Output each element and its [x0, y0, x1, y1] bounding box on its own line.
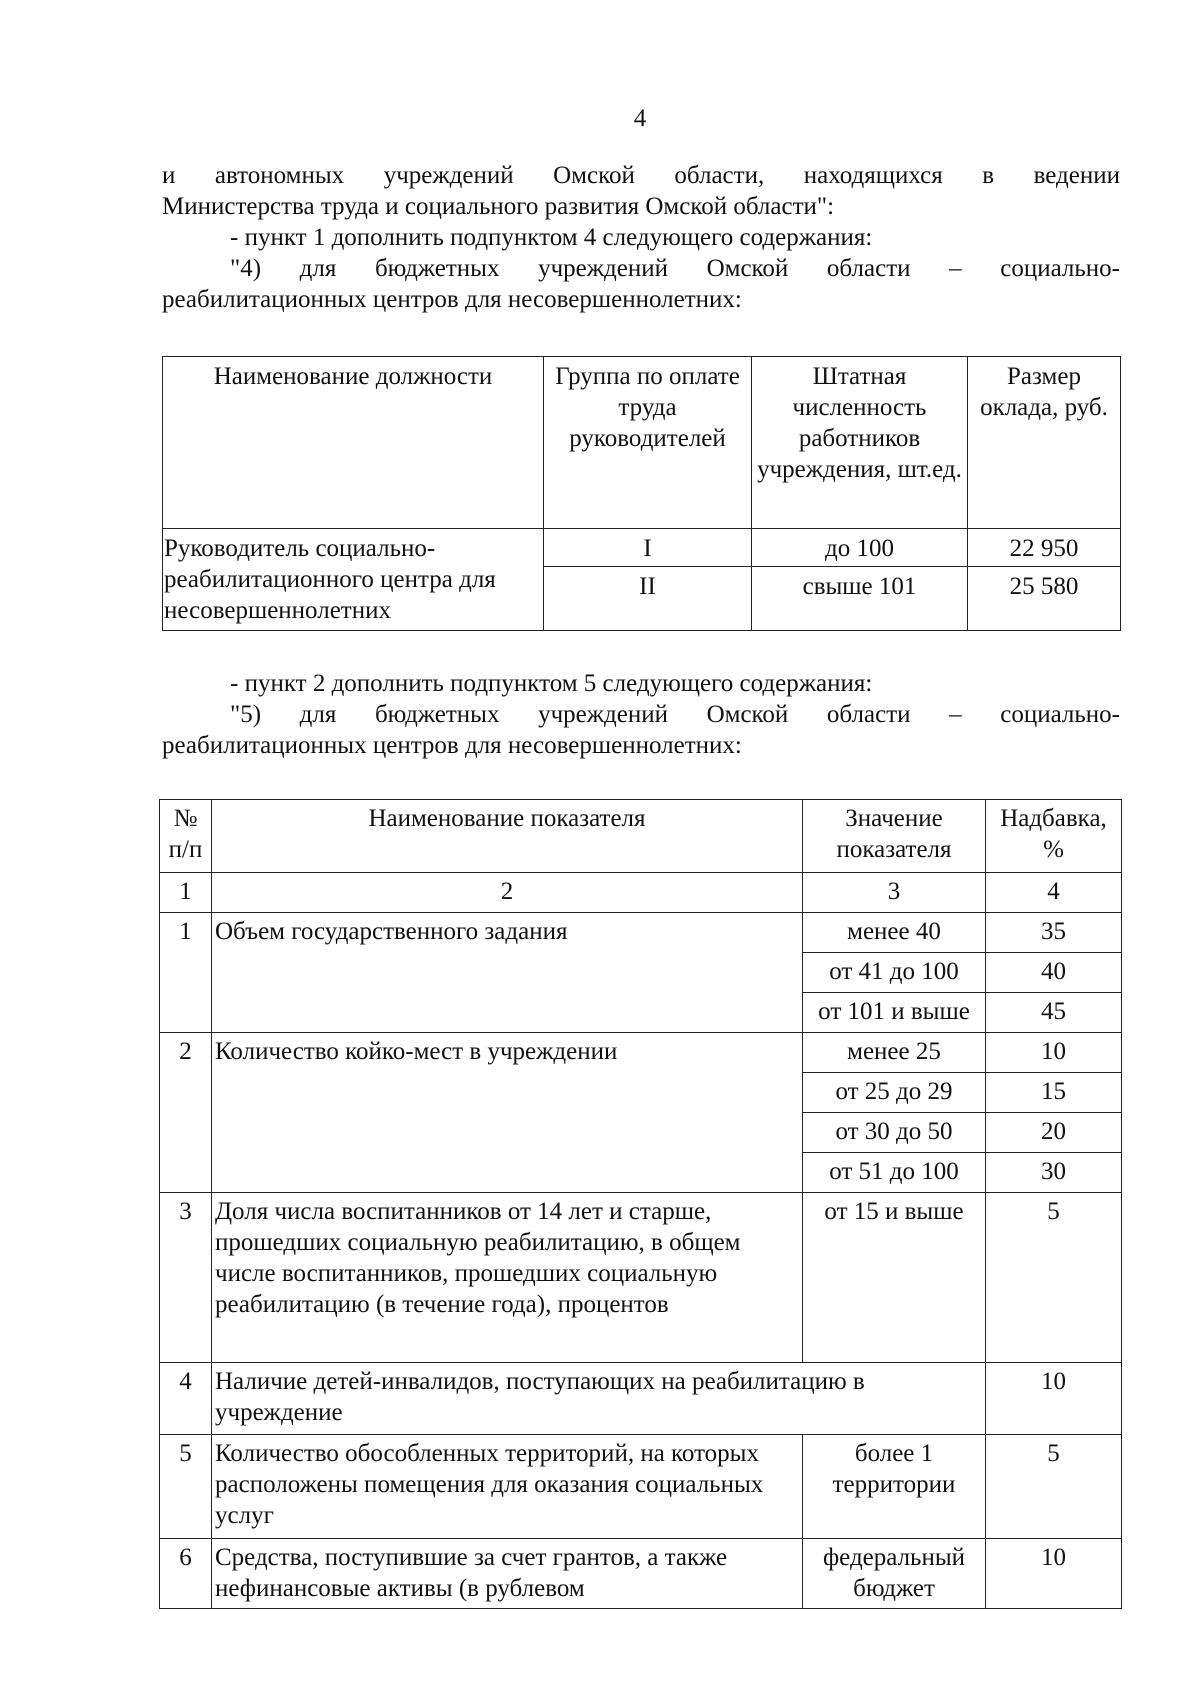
- col-number: 1: [160, 873, 212, 913]
- bonus-value: 45: [986, 993, 1122, 1033]
- col-number: 2: [212, 873, 803, 913]
- bonus-value: 5: [986, 1435, 1122, 1539]
- item-2-quote-line-2: реабилитационных центров для несовершеннолетних:: [162, 732, 742, 759]
- salary-cell: 25 580: [968, 567, 1121, 631]
- row-number: 2: [160, 1033, 212, 1193]
- header-staff: Штатная численность работников учреждения, шт.ед.: [752, 357, 968, 529]
- salary-table-header: [163, 357, 1121, 529]
- staff-cell: свыше 101: [752, 567, 968, 631]
- item-2-text: - пункт 2 дополнить подпунктом 5 следующего содержания:: [230, 670, 873, 697]
- bonus-value: 20: [986, 1113, 1122, 1153]
- bonus-value: 10: [986, 1539, 1122, 1609]
- indicator-value: от 101 и выше: [803, 993, 986, 1033]
- bonus-value: 10: [986, 1033, 1122, 1073]
- header-bonus: Надбавка, %: [986, 800, 1122, 873]
- salary-row-1: [163, 529, 1121, 567]
- table-row: [160, 913, 1122, 953]
- bonus-value: 10: [986, 1363, 1122, 1435]
- bonus-value: 5: [986, 1193, 1122, 1363]
- header-value: Значение показателя: [803, 800, 986, 873]
- indicator-value: от 30 до 50: [803, 1113, 986, 1153]
- row-number: 1: [160, 913, 212, 1033]
- header-indicator: Наименование показателя: [212, 800, 803, 873]
- item-2-quote-line-1: "5) для бюджетных учреждений Омской области – социально-: [230, 701, 1120, 728]
- table-row: [160, 1033, 1122, 1073]
- indicator-name: Доля числа воспитанников от 14 лет и старше, прошедших социальную реабилитацию, в общем числе воспитанников, прошедших социальную реабилитацию (в течение года), процентов: [212, 1193, 803, 1363]
- intro-line-1: и автономных учреждений Омской области, находящихся в ведении: [162, 162, 1120, 189]
- indicator-value: от 51 до 100: [803, 1153, 986, 1193]
- table-row: [160, 1435, 1122, 1539]
- header-group: Группа по оплате труда руководителей: [544, 357, 752, 529]
- indicator-name: Количество койко-мест в учреждении: [212, 1033, 803, 1193]
- indicator-value: менее 25: [803, 1033, 986, 1073]
- bonus-value: 35: [986, 913, 1122, 953]
- column-numbers-row: [160, 873, 1122, 913]
- header-position: Наименование должности: [163, 357, 544, 529]
- indicator-value: от 41 до 100: [803, 953, 986, 993]
- indicator-value: от 25 до 29: [803, 1073, 986, 1113]
- row-number: 4: [160, 1363, 212, 1435]
- salary-table: [162, 356, 1121, 631]
- header-number: № п/п: [160, 800, 212, 873]
- bonus-value: 30: [986, 1153, 1122, 1193]
- table-row: [160, 1193, 1122, 1363]
- row-number: 3: [160, 1193, 212, 1363]
- indicator-value: более 1 территории: [803, 1435, 986, 1539]
- bonus-value: 15: [986, 1073, 1122, 1113]
- row-number: 5: [160, 1435, 212, 1539]
- indicator-name: Количество обособленных территорий, на которых расположены помещения для оказания социальных услуг: [212, 1435, 803, 1539]
- bonus-table: [159, 799, 1122, 1609]
- header-salary: Размер оклада, руб.: [968, 357, 1121, 529]
- table-row: [160, 1363, 1122, 1435]
- indicator-name: Наличие детей-инвалидов, поступающих на реабилитацию в учреждение: [212, 1363, 986, 1435]
- col-number: 4: [986, 873, 1122, 913]
- salary-cell: 22 950: [968, 529, 1121, 567]
- indicator-name: Средства, поступившие за счет грантов, а также нефинансовые активы (в рублевом: [212, 1539, 803, 1609]
- col-number: 3: [803, 873, 986, 913]
- table-row: [160, 1539, 1122, 1609]
- indicator-value: федеральный бюджет: [803, 1539, 986, 1609]
- intro-text: [162, 160, 1120, 315]
- indicator-value: менее 40: [803, 913, 986, 953]
- item-1-quote-line-1: "4) для бюджетных учреждений Омской области – социально-: [230, 255, 1120, 282]
- position-name: Руководитель социально-реабилитационного центра для несовершеннолетних: [163, 529, 544, 631]
- staff-cell: до 100: [752, 529, 968, 567]
- intro-line-2: Министерства труда и социального развития Омской области":: [162, 193, 835, 220]
- row-number: 6: [160, 1539, 212, 1609]
- item-1-quote-line-2: реабилитационных центров для несовершеннолетних:: [162, 286, 742, 313]
- bonus-value: 40: [986, 953, 1122, 993]
- item-1-text: - пункт 1 дополнить подпунктом 4 следующего содержания:: [230, 224, 873, 251]
- page-number: 4: [633, 105, 647, 132]
- middle-text: [162, 668, 1120, 761]
- group-cell: I: [544, 529, 752, 567]
- group-cell: II: [544, 567, 752, 631]
- bonus-table-header: [160, 800, 1122, 873]
- indicator-value: от 15 и выше: [803, 1193, 986, 1363]
- indicator-name: Объем государственного задания: [212, 913, 803, 1033]
